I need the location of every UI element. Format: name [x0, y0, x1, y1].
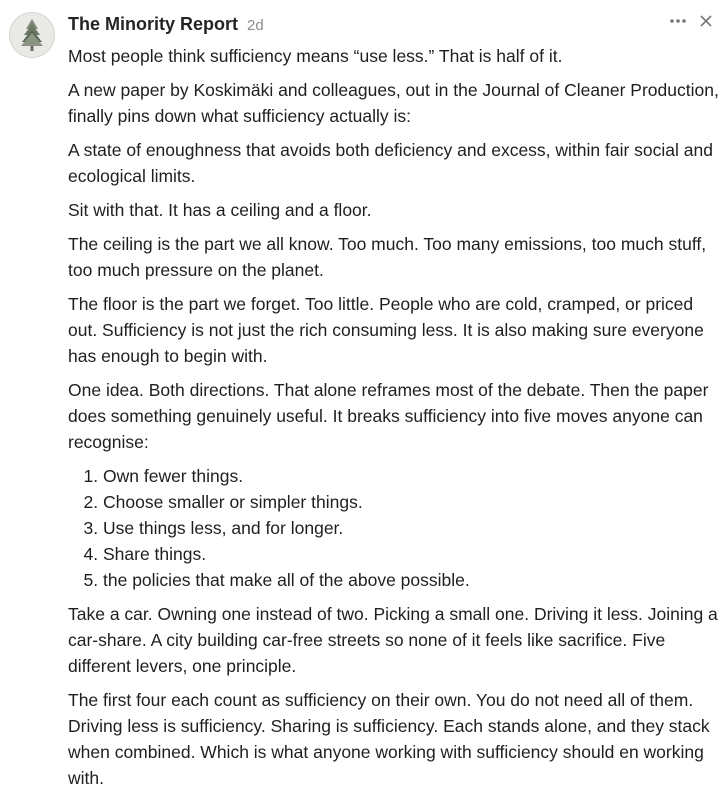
post-paragraph: Sit with that. It has a ceiling and a floor. — [68, 200, 372, 220]
post-body — [68, 43, 720, 799]
more-options-button[interactable] — [669, 18, 687, 24]
more-horizontal-icon — [669, 18, 687, 24]
post-paragraph: Most people think sufficiency means “use less.” That is half of it. — [68, 46, 563, 66]
author-name[interactable]: The Minority Report — [68, 14, 238, 34]
post-paragraph: One idea. Both directions. That alone reframes most of the debate. Then the paper does something genuinely useful. It breaks sufficiency into five moves anyone can recognise: — [68, 380, 709, 452]
post-paragraph: A state of enoughness that avoids both deficiency and excess, within fair social and ecological limits. — [68, 140, 713, 186]
avatar[interactable] — [9, 12, 55, 58]
post-paragraph: The first four each count as sufficiency on their own. You do not need all of them. Driving less is sufficiency. Sharing is sufficiency. Each stands alone, and they stack when combined. Which is what anyone working with sufficiency should en working with. — [68, 690, 710, 788]
pine-tree-avatar-icon — [10, 13, 54, 57]
post-paragraph: A new paper by Koskimäki and colleagues, out in the Journal of Cleaner Production, finally pins down what sufficiency actually is: — [68, 80, 719, 126]
sufficiency-moves-list — [68, 463, 720, 593]
post-controls — [669, 14, 713, 28]
post-timestamp[interactable]: 2d — [247, 17, 264, 34]
list-item: 5. the policies that make all of the above possible. — [103, 567, 720, 593]
post-paragraph: Take a car. Owning one instead of two. Picking a small one. Driving it less. Joining a car-share. A city building car-free streets so none of it feels like sacrifice. Five different levers, one principle. — [68, 604, 718, 676]
close-icon — [699, 14, 713, 28]
close-button[interactable] — [699, 14, 713, 28]
list-item: 3. Use things less, and for longer. — [103, 515, 720, 541]
list-item: 1. Own fewer things. — [103, 463, 720, 489]
post-paragraph: The floor is the part we forget. Too little. People who are cold, cramped, or priced out. Sufficiency is not just the rich consuming less. It is also making sure everyone has enough to begin with. — [68, 294, 704, 366]
list-item: 4. Share things. — [103, 541, 720, 567]
list-item: 2. Choose smaller or simpler things. — [103, 489, 720, 515]
post-header — [68, 14, 264, 35]
post-paragraph: The ceiling is the part we all know. Too much. Too many emissions, too much stuff, too much pressure on the planet. — [68, 234, 707, 280]
